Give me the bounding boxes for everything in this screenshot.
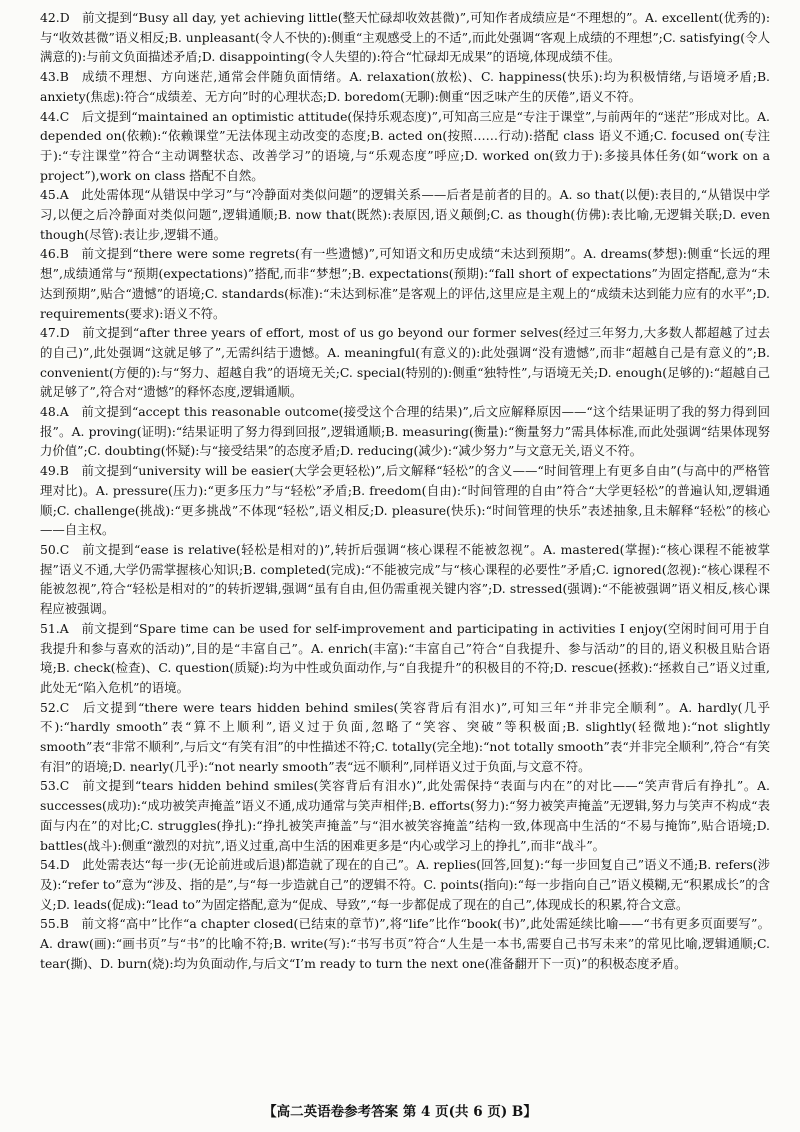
- answer-key-entries: [40, 8, 770, 973]
- explanation-text: 前文提到“Busy all day, yet achieving little(整天忙碌却收效甚微)”,可知作者成绩应是“不理想的”。A. excellent(优秀的):与“收效甚微”语义相反;B. unpleasant(令人不快的):侧重“主观感受上的不适”,而此处强调“客观上成绩的不理想”;C. satisfying(令人满意的):与前文负面描述矛盾;D. disappointing(令人失望的):符合“忙碌却无成果”的语境,体现成绩不佳。: [40, 10, 770, 65]
- question-number: 45.A: [40, 187, 69, 203]
- answer-entry: [40, 461, 770, 540]
- question-number: 43.B: [40, 69, 69, 85]
- explanation-text: 前文提到“tears hidden behind smiles(笑容背后有泪水)”,此处需保持“表面与内在”的对比——“笑声背后有挣扎”。A. successes(成功):“成功被笑声掩盖”语义不通,成功通常与笑声相伴;B. efforts(努力):“努力被笑声掩盖”无逻辑,努力与笑声不构成“表面与内在”的对比;C. struggles(挣扎):“挣扎被笑声掩盖”与“泪水被笑容掩盖”结构一致,体现高中生活的“不易与掩饰”,贴合语境;D. battles(战斗):侧重“激烈的对抗”,语义过重,高中生活的困难更多是“内心或学习上的挣扎”,而非“战斗”。: [40, 778, 770, 853]
- question-number: 46.B: [40, 246, 69, 262]
- question-number: 44.C: [40, 108, 70, 124]
- explanation-text: 此处需表达“每一步(无论前进或后退)都造就了现在的自己”。A. replies(回答,回复):“每一步回复自己”语义不通;B. refers(涉及):“refer to”意为“涉及、指的是”,与“每一步造就自己”的逻辑不符。C. points(指向):“每一步指向自己”语义模糊,无“积累成长”的含义;D. leads(促成):“lead to”为固定搭配,意为“促成、导致”,“每一步都促成了现在的自己”,体现成长的积累,符合文意。: [40, 857, 770, 912]
- question-number: 51.A: [40, 620, 69, 636]
- answer-entry: [40, 914, 770, 973]
- explanation-text: 前文将“高中”比作“a chapter closed(已结束的章节)”,将“life”比作“book(书)”,此处需延续比喻——“书有更多页面要写”。A. draw(画):“画书页”与“书”的比喻不符;B. write(写):“书写书页”符合“人生是一本书,需要自己书写未来”的常见比喻,逻辑通顺;C. tear(撕)、D. burn(烧):均为负面动作,与后文“I’m ready to turn the next one(准备翻开下一页)”的积极态度矛盾。: [40, 916, 770, 971]
- explanation-text: 前文提到“accept this reasonable outcome(接受这个合理的结果)”,后文应解释原因——“这个结果证明了我的努力得到回报”。A. proving(证明):“结果证明了努力得到回报”,逻辑通顺;B. measuring(衡量):“衡量努力”需具体标准,而此处强调“结果体现努力价值”;C. doubting(怀疑):与“接受结果”的态度矛盾;D. reducing(减少):“减少努力”与文意无关,语义不符。: [40, 404, 770, 459]
- answer-entry: [40, 540, 770, 619]
- explanation-text: 此处需体现“从错误中学习”与“冷静面对类似问题”的逻辑关系——后者是前者的目的。A. so that(以便):表目的,“从错误中学习,以便之后冷静面对类似问题”,逻辑通顺;B. now that(既然):表原因,语义颠倒;C. as though(仿佛):表比喻,无逻辑关联;D. even though(尽管):表让步,逻辑不通。: [40, 187, 770, 242]
- answer-entry: [40, 855, 770, 914]
- question-number: 48.A: [40, 404, 69, 420]
- answer-entry: [40, 8, 770, 67]
- question-number: 53.C: [40, 778, 70, 794]
- answer-entry: [40, 185, 770, 244]
- question-number: 55.B: [40, 916, 69, 932]
- explanation-text: 前文提到“ease is relative(轻松是相对的)”,转折后强调“核心课程不能被忽视”。A. mastered(掌握):“核心课程不能被掌握”语义不通,大学仍需掌握核心知识;B. completed(完成):“不能被完成”与“核心课程的必要性”矛盾;C. ignored(忽视):“核心课程不能被忽视”,符合“轻松是相对的”的转折逻辑,强调“虽有自由,但仍需重视关键内容”;D. stressed(强调):“不能被强调”语义相反,核心课程应被强调。: [40, 541, 770, 617]
- answer-entry: [40, 67, 770, 106]
- answer-entry: [40, 402, 770, 461]
- explanation-text: 后文提到“there were tears hidden behind smiles(笑容背后有泪水)”,可知三年“并非完全顺利”。A. hardly(几乎不):“hardly smooth”表“算不上顺利”,语义过于负面,忽略了“笑容、突破”等积极面;B. slightly(轻微地):“not slightly smooth”表“非常不顺利”,与后文“有笑有泪”的中性描述不符;C. totally(完全地):“not totally smooth”表“并非完全顺利”,符合“有笑有泪”的语境;D. nearly(几乎):“not nearly smooth”表“远不顺利”,同样语义过于负面,与文意不符。: [40, 699, 770, 774]
- explanation-text: 前文提到“there were some regrets(有一些遗憾)”,可知语文和历史成绩“未达到预期”。A. dreams(梦想):侧重“长远的理想”,成绩通常与“预期(expectations)”搭配,而非“梦想”;B. expectations(预期):“fall short of expectations”为固定搭配,意为“未达到预期”,贴合“遗憾”的语境;C. standards(标准):“未达到标准”是客观上的评估,这里应是主观上的“成绩未达到能力应有的水平”;D. requirements(要求):语义不符。: [40, 246, 770, 321]
- explanation-text: 成绩不理想、方向迷茫,通常会伴随负面情绪。A. relaxation(放松)、C. happiness(快乐):均为积极情绪,与语境矛盾;B. anxiety(焦虑):符合“成绩差、无方向”时的心理状态;D. boredom(无聊):侧重“因乏味产生的厌倦”,语义不符。: [40, 69, 770, 104]
- question-number: 47.D: [40, 325, 70, 341]
- answer-entry: [40, 619, 770, 698]
- explanation-text: 后文提到“maintained an optimistic attitude(保持乐观态度)”,可知高三应是“专注于课堂”,与前两年的“迷茫”形成对比。A. depended on(依赖):“依赖课堂”无法体现主动改变的态度;B. acted on(按照……行动):搭配 class 语义不通;C. focused on(专注于):“专注课堂”符合“主动调整状态、改善学习”的语境,与“乐观态度”呼应;D. worked on(致力于):多接具体任务(如“work on a project”),work on class 搭配不自然。: [40, 108, 770, 183]
- explanation-text: 前文提到“university will be easier(大学会更轻松)”,后文解释“轻松”的含义——“时间管理上有更多自由”(与高中的严格管理对比)。A. pressure(压力):“更多压力”与“轻松”矛盾;B. freedom(自由):“时间管理的自由”符合“大学更轻松”的普遍认知,逻辑通顺;C. challenge(挑战):“更多挑战”不体现“轻松”,语义相反;D. pleasure(快乐):“时间管理的快乐”表述抽象,且未解释“轻松”的核心——自主权。: [40, 463, 770, 538]
- question-number: 42.D: [40, 10, 70, 25]
- answer-entry: [40, 698, 770, 777]
- question-number: 52.C: [40, 699, 70, 715]
- answer-entry: [40, 244, 770, 323]
- answer-entry: [40, 323, 770, 402]
- explanation-text: 前文提到“after three years of effort, most of us go beyond our former selves(经过三年努力,大多数人都超越了过去的自己)”,此处强调“这就足够了”,无需纠结于遗憾。A. meaningful(有意义的):此处强调“没有遗憾”,而非“超越自己是有意义的”;B. convenient(方便的):与“努力、超越自我”的语境无关;C. special(特别的):侧重“独特性”,与语境无关;D. enough(足够的):“超越自己就足够了”,符合对“遗憾”的释怀态度,逻辑通顺。: [40, 325, 770, 400]
- answer-entry: [40, 776, 770, 855]
- question-number: 50.C: [40, 541, 70, 557]
- explanation-text: 前文提到“Spare time can be used for self-improvement and participating in activities I enjoy(空闲时间可用于自我提升和参与喜欢的活动)”,目的是“丰富自己”。A. enrich(丰富):“丰富自己”符合“自我提升、参与活动”的目的,语义积极且贴合语境;B. check(检查)、C. question(质疑):均为中性或负面动作,与“自我提升”的积极目的不符;D. rescue(拯救):“拯救自己”语义过重,此处无“陷入危机”的语境。: [40, 620, 770, 695]
- question-number: 49.B: [40, 463, 69, 479]
- answer-entry: [40, 107, 770, 186]
- question-number: 54.D: [40, 857, 70, 873]
- page-footer: 【高二英语卷参考答案 第 4 页(共 6 页) B】: [263, 1104, 537, 1120]
